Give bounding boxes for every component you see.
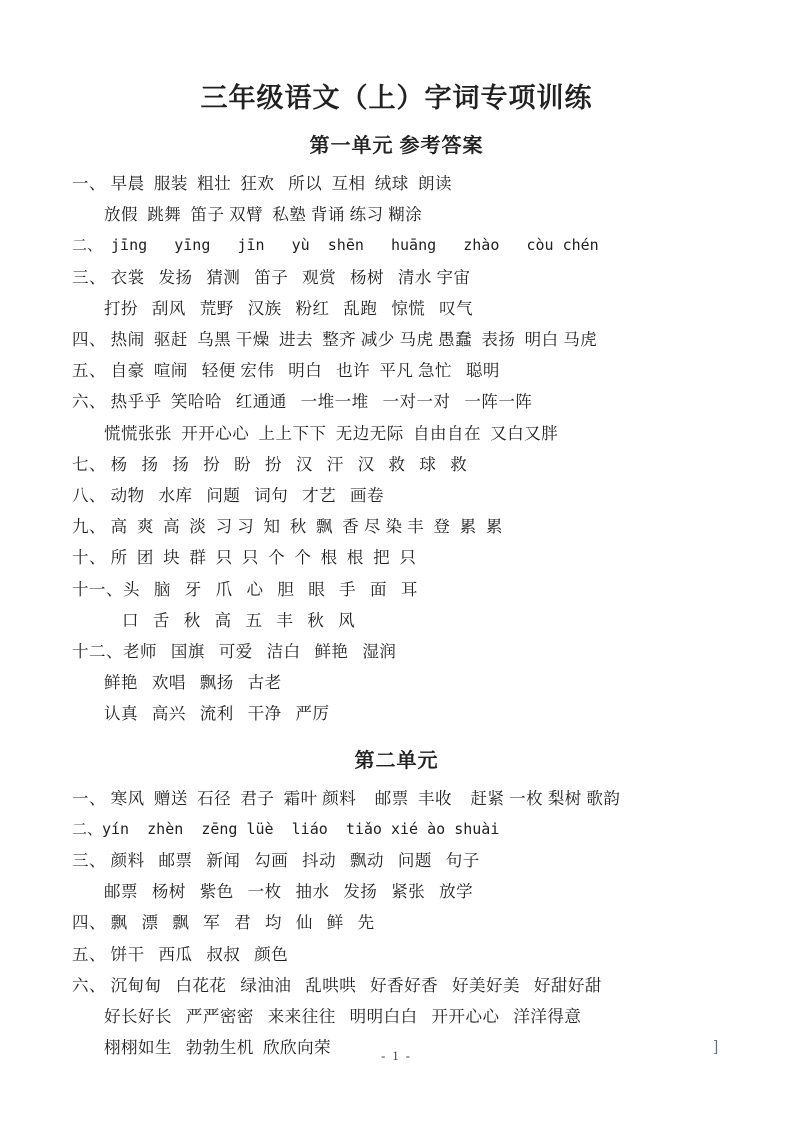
page-number: - 1 - bbox=[381, 1049, 412, 1063]
answer-line: 五、 自豪 喧闹 轻便 宏伟 明白 也许 平凡 急忙 聪明 bbox=[72, 361, 500, 381]
answer-line: 四、 热闹 驱赶 乌黑 干燥 进去 整齐 减少 马虎 愚蠢 表扬 明白 马虎 bbox=[72, 330, 598, 350]
answer-line: 慌慌张张 开开心心 上上下下 无边无际 自由自在 又白又胖 bbox=[104, 423, 559, 443]
answer-line: 好长好长 严严密密 来来往往 明明白白 开开心心 洋洋得意 bbox=[104, 1007, 582, 1027]
answer-line: 十二、老师 国旗 可爱 洁白 鲜艳 湿润 bbox=[72, 642, 397, 662]
answer-line: 一、 早晨 服装 粗壮 狂欢 所以 互相 绒球 朗读 bbox=[72, 174, 452, 193]
section-2-heading: 第二单元 bbox=[354, 749, 439, 772]
answer-line: 认真 高兴 流利 干净 严厉 bbox=[104, 704, 330, 724]
section-2-content bbox=[0, 781, 793, 1064]
bracket-mark: ] bbox=[714, 1038, 719, 1055]
answer-line: 邮票 杨树 紫色 一枚 抽水 发扬 紧张 放学 bbox=[104, 882, 474, 902]
section-1-heading: 第一单元 参考答案 bbox=[309, 135, 484, 157]
answer-line: 放假 跳舞 笛子 双臂 私塾 背诵 练习 糊涂 bbox=[104, 205, 423, 225]
answer-line: 七、 杨 扬 扬 扮 盼 扮 汉 汗 汉 救 球 救 bbox=[72, 454, 468, 474]
answer-line: 鲜艳 欢唱 飘扬 古老 bbox=[104, 673, 282, 693]
section-1-content bbox=[0, 166, 793, 730]
answer-line: 六、 沉甸甸 白花花 绿油油 乱哄哄 好香好香 好美好美 好甜好甜 bbox=[72, 975, 602, 995]
answer-line: 打扮 刮风 荒野 汉族 粉红 乱跑 惊慌 叹气 bbox=[104, 298, 474, 318]
pinyin-line: 二、 jīng yīng jīn yù shēn huāng zhào còu chén bbox=[72, 236, 599, 255]
answer-line: 六、 热乎乎 笑哈哈 红通通 一堆一堆 一对一对 一阵一阵 bbox=[72, 392, 533, 412]
pinyin-line: 二、yín zhèn zēng lüè liáo tiǎo xié ào shuài bbox=[72, 819, 500, 838]
answer-line: 五、 饼干 西瓜 叔叔 颜色 bbox=[72, 944, 289, 964]
answer-line: 栩栩如生 勃勃生机 欣欣向荣 bbox=[104, 1038, 332, 1058]
answer-line: 十一、头 脑 牙 爪 心 胆 眼 手 面 耳 bbox=[72, 579, 418, 599]
answer-line: 三、 颜料 邮票 新闻 勾画 抖动 飘动 问题 句子 bbox=[72, 851, 480, 871]
answer-line: 八、 动物 水库 问题 词句 才艺 画卷 bbox=[72, 486, 384, 506]
answer-line: 一、 寒风 赠送 石径 君子 霜叶 颜料 邮票 丰收 赶紧 一枚 梨树 歌韵 bbox=[72, 788, 621, 808]
page-title: 三年级语文（上）字词专项训练 bbox=[200, 83, 593, 113]
answer-line: 十、 所 团 块 群 只 只 个 个 根 根 把 只 bbox=[72, 548, 417, 568]
answer-line: 口 舌 秋 高 五 丰 秋 风 bbox=[122, 610, 356, 630]
answer-line: 九、 高 爽 高 淡 习 习 知 秋 飘 香 尽 染 丰 登 累 累 bbox=[72, 517, 503, 537]
answer-line: 三、 衣裳 发扬 猜测 笛子 观赏 杨树 清水 宇宙 bbox=[72, 267, 471, 287]
answer-line: 四、 飘 漂 飘 军 君 均 仙 鲜 先 bbox=[72, 913, 375, 933]
